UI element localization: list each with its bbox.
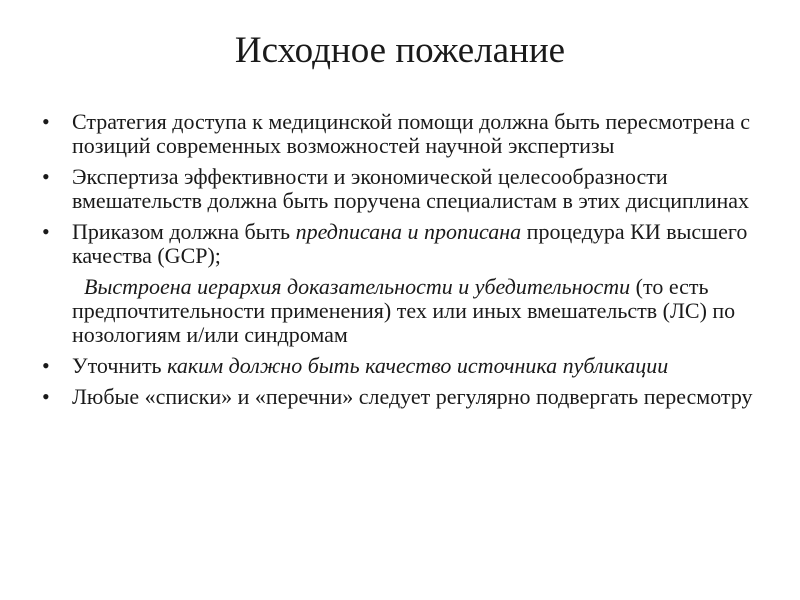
bullet-text: Приказом должна быть bbox=[72, 219, 296, 244]
bullet-dot-icon: • bbox=[42, 109, 50, 134]
bullet-item-1 bbox=[38, 110, 768, 158]
bullet-text: Стратегия доступа к медицинской помощи должна быть пересмотрена с позиций современных возможностей научной экспертизы bbox=[72, 109, 751, 158]
bullet-dot-icon: • bbox=[42, 164, 50, 189]
bullet-text: (то есть предпочтительности применения) тех или иных вмешательств (ЛС) по нозологиям и/или синдромам bbox=[72, 274, 736, 347]
bullet-emphasis: предписана и прописана bbox=[295, 219, 522, 244]
bullet-dot-icon: • bbox=[42, 384, 50, 409]
bullet-dot-icon: • bbox=[42, 219, 50, 244]
bullet-continuation bbox=[38, 275, 768, 347]
bullet-text: процедура КИ высшего качества (GCP); bbox=[72, 219, 748, 268]
bullet-list bbox=[38, 110, 768, 416]
bullet-text: Уточнить bbox=[72, 353, 168, 378]
bullet-item-2 bbox=[38, 165, 768, 213]
bullet-emphasis: Выстроена иерархия доказательности и убедительности bbox=[84, 274, 631, 299]
bullet-emphasis: каким должно быть качество источника публикации bbox=[167, 353, 669, 378]
slide-title: Исходное пожелание bbox=[234, 30, 566, 71]
bullet-dot-icon: • bbox=[42, 353, 50, 378]
bullet-item-3 bbox=[38, 220, 768, 268]
bullet-text: Экспертиза эффективности и экономической целесообразности вмешательств должна быть поручена специалистам в этих дисциплинах bbox=[72, 164, 750, 213]
bullet-item-5 bbox=[38, 385, 768, 409]
bullet-item-4 bbox=[38, 354, 768, 378]
bullet-text: Любые «списки» и «перечни» следует регулярно подвергать пересмотру bbox=[72, 384, 753, 409]
